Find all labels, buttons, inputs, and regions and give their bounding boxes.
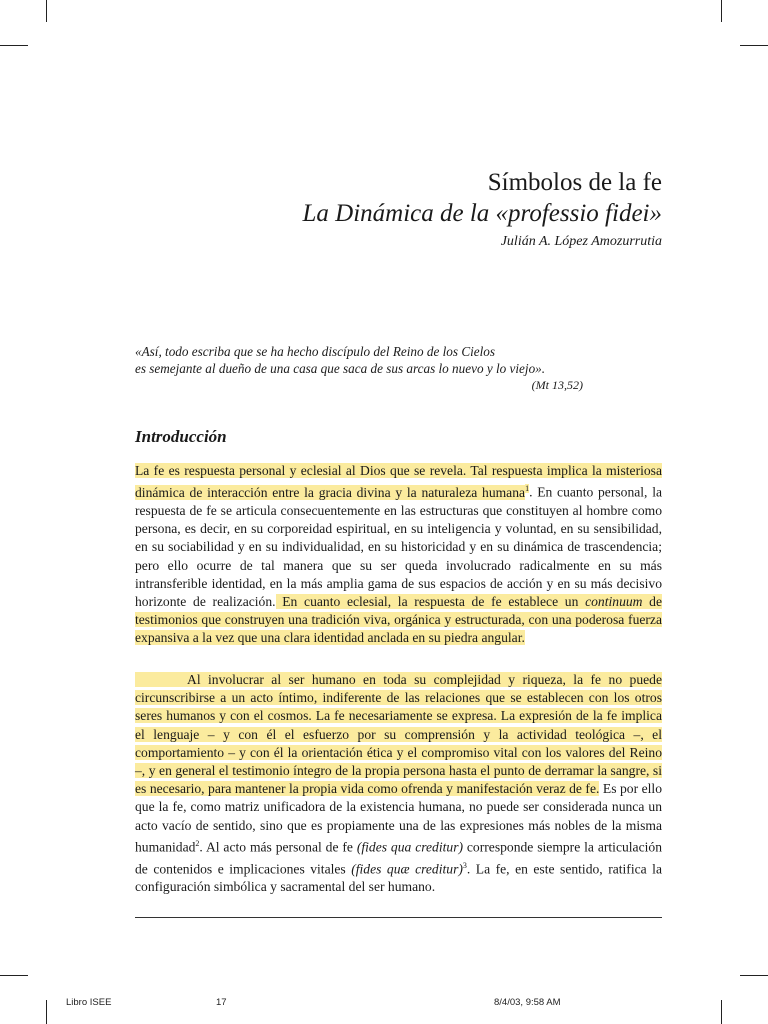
highlighted-text: En cuanto eclesial, la respuesta de fe establece un: [275, 593, 586, 609]
section-heading: Introducción: [135, 427, 227, 446]
highlighted-italic-text: continuum: [585, 593, 643, 609]
crop-mark: [740, 975, 768, 976]
epigraph-line: «Así, todo escriba que se ha hecho discípulo del Reino de los Cielos: [135, 344, 496, 359]
crop-mark: [0, 45, 28, 46]
footnote-ref[interactable]: 2: [195, 838, 200, 848]
footnote-ref[interactable]: 1: [525, 484, 530, 494]
crop-mark: [721, 0, 722, 22]
chapter-title: Símbolos de la fe: [487, 169, 662, 196]
footer-page-number: 17: [216, 997, 227, 1008]
body-text: . En cuanto personal, la respuesta de fe se articula consecuentemente en las estructuras que constituyen al hombre como persona, es decir, en su corporeidad espiritual, en su inteligencia y voluntad, en su sensibilidad, en su sociabilidad y en su individualidad, en su historicidad y en su dinámica de trascendencia; pero ello ocurre de tal manera que su ser queda involucrado radicalmente en su más intransferible identidad, en la más amplia gama de sus espacios de acción y en su más decisivo horizonte de realización.: [135, 484, 663, 609]
author-name: Julián A. López Amozurrutia: [500, 234, 662, 249]
chapter-subtitle: La Dinámica de la «professio fidei»: [302, 200, 662, 227]
body-text: Es por ello que la fe, como matriz unificadora de la existencia humana, no puede ser considerada nunca un acto vacío de sentido, sino que es propiamente una de las expresiones más nobles de la misma humanidad: [135, 781, 662, 855]
epigraph-reference: (Mt 13,52): [531, 378, 583, 392]
footer-book-name: Libro ISEE: [66, 997, 112, 1008]
italic-text: (fides qua creditur): [356, 839, 464, 855]
body-text: . Al acto más personal de fe: [199, 839, 357, 855]
epigraph-line: es semejante al dueño de una casa que saca de sus arcas lo nuevo y lo viejo».: [135, 361, 546, 376]
crop-mark: [46, 0, 47, 22]
body-text: corresponde siempre la articulación de contenidos e implicaciones vitales: [135, 839, 662, 877]
highlighted-text: La fe es respuesta personal y eclesial al Dios que se revela. Tal respuesta implica la misteriosa dinámica de interacción entre la gracia divina y la naturaleza humana: [135, 463, 662, 500]
footnote-rule: [135, 917, 662, 918]
footnote-ref[interactable]: 3: [462, 860, 467, 870]
crop-mark: [740, 45, 768, 46]
body-text: . La fe, en este sentido, ratifica la configuración simbólica y sacramental del ser humano.: [135, 861, 662, 895]
crop-mark: [46, 1000, 47, 1024]
epigraph: [135, 343, 635, 392]
italic-text: (fides quæ creditur): [351, 861, 463, 877]
footer-timestamp: 8/4/03, 9:58 AM: [494, 997, 561, 1008]
paragraph: [135, 671, 662, 897]
crop-mark: [721, 1000, 722, 1024]
crop-mark: [0, 975, 28, 976]
highlighted-text: de testimonios que construyen una tradición viva, orgánica y estructurada, con una poderosa fuerza expansiva a la vez que una clara identidad anclada en su piedra angular.: [135, 593, 663, 646]
highlighted-text: Al involucrar al ser humano en toda su complejidad y riqueza, la fe no puede circunscribirse a un acto íntimo, indiferente de las relaciones que se establecen con los otros seres humanos y con el cosmos. La fe necesariamente se expresa. La expresión de la fe implica el lenguaje – y con él el esfuerzo por su comprensión y la actividad teológica –, el comportamiento – y con él la orientación ética y el compromiso vital con los valores del Reino –, y en general el testimonio íntegro de la propia persona hasta el punto de derramar la sangre, si es necesario, para mantener la propia vida como ofrenda y manifestación veraz de fe.: [135, 672, 662, 797]
paragraph: [135, 462, 662, 648]
title-block: [303, 168, 662, 252]
